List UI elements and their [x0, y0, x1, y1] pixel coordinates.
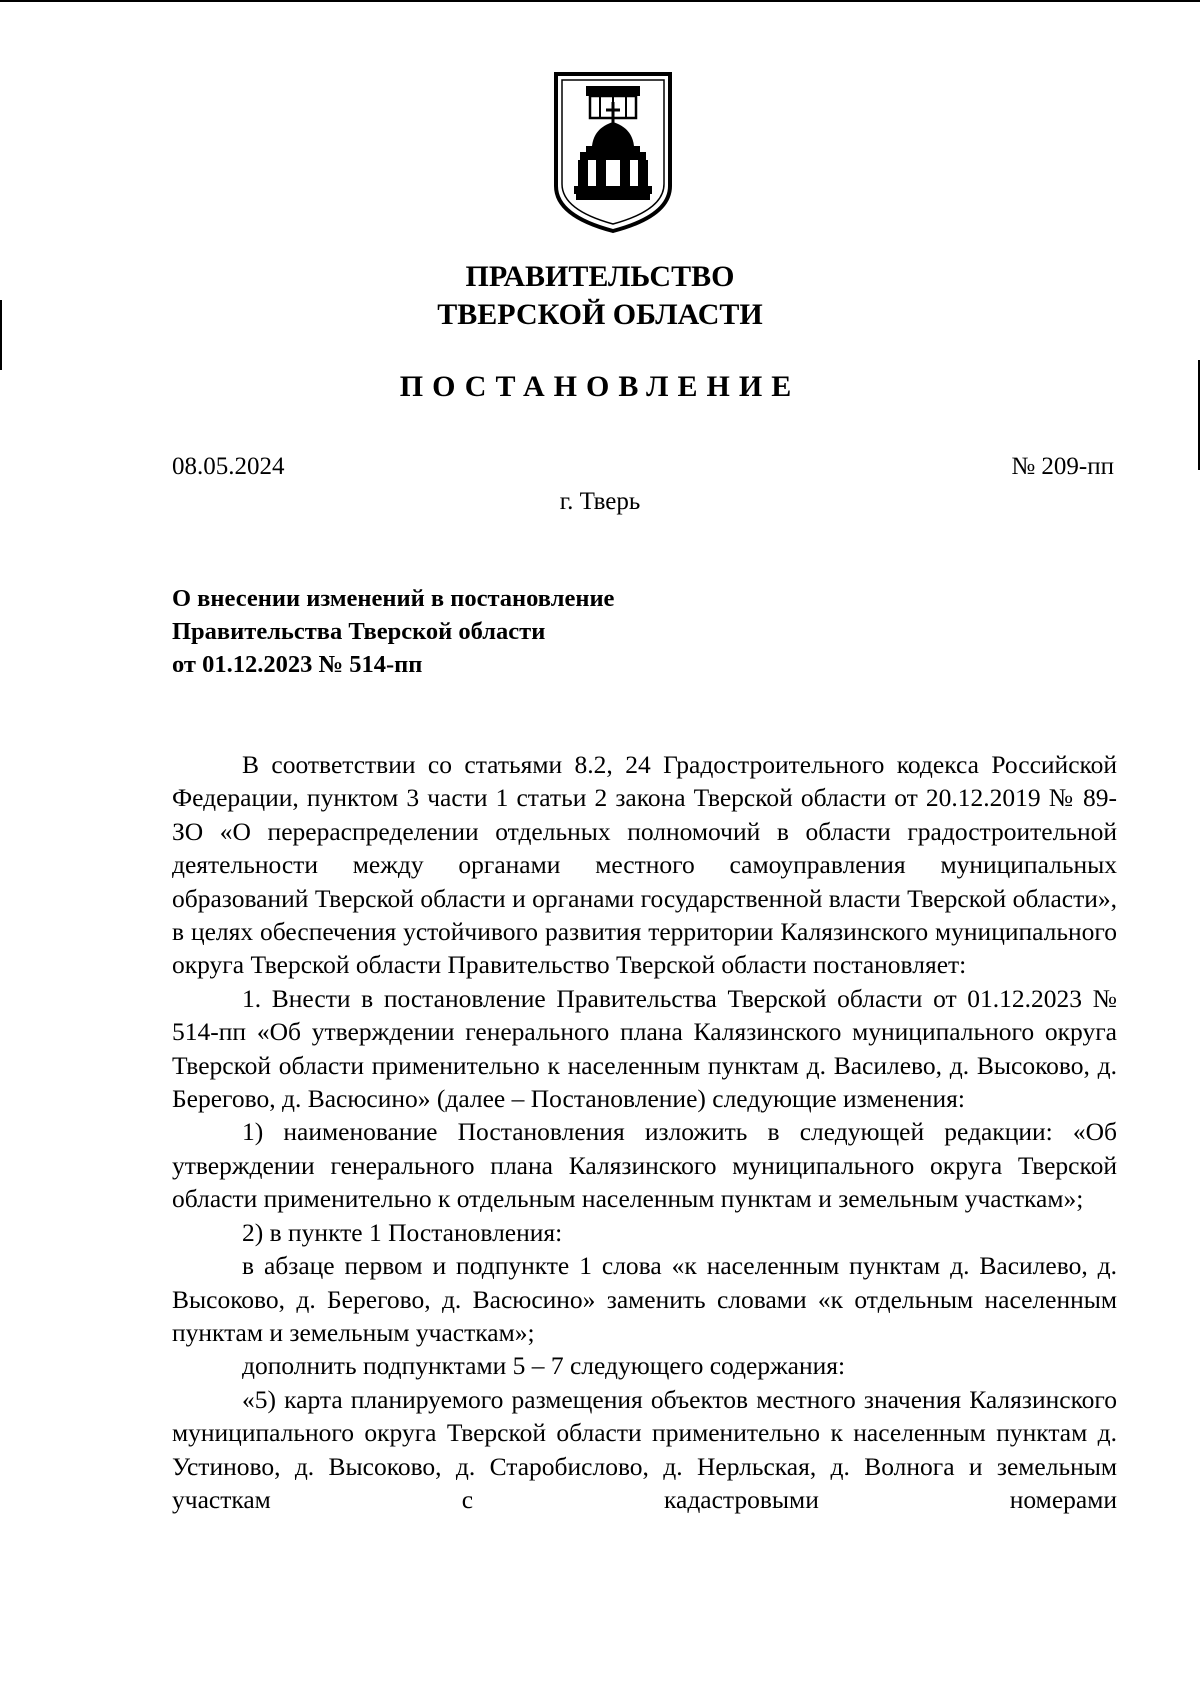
- subject-line1: О внесении изменений в постановление: [172, 585, 615, 612]
- government-title-line2: ТВЕРСКОЙ ОБЛАСТИ: [437, 298, 763, 331]
- scan-edge-top: [0, 0, 1200, 2]
- document-city: г. Тверь: [559, 488, 641, 515]
- document-number: № 209-пп: [1011, 453, 1114, 480]
- body-paragraph-subitem-1: 1) наименование Постановления изложить в следующей редакции: «Об утверждении генерального плана Калязинского муниципального округа Тверской области применительно к отдельным населенным пунктам и земельным участкам»;: [172, 1117, 1117, 1214]
- document-body: [172, 748, 1117, 1516]
- body-paragraph-subitem-5: «5) карта планируемого размещения объектов местного значения Калязинского муниципального округа Тверской области применительно к населенным пунктам д. Устиново, д. Высоково, д. Старобислово, д. Нерльская, д. Волнога и земельным участкам с кадастровыми номерами: [172, 1384, 1117, 1514]
- document-subject: [172, 582, 614, 681]
- document-date: 08.05.2024: [172, 453, 285, 480]
- subject-line3: от 01.12.2023 № 514-пп: [172, 651, 423, 678]
- body-paragraph-add-subitems: дополнить подпунктами 5 – 7 следующего содержания:: [242, 1351, 846, 1381]
- document-type-title: ПОСТАНОВЛЕНИЕ: [399, 370, 801, 403]
- body-paragraph-item-1: 1. Внести в постановление Правительства Тверской области от 01.12.2023 № 514-пп «Об утверждении генерального плана Калязинского муниципального округа Тверской области применительно к населенным пунктам д. Василево, д. Высоково, д. Берегово, д. Васюсино» (далее – Постановление) следующие изменения:: [172, 983, 1117, 1114]
- subject-line2: Правительства Тверской области: [172, 618, 546, 645]
- body-paragraph-preamble: В соответствии со статьями 8.2, 24 Градостроительного кодекса Российской Федерации, пунктом 3 части 1 статьи 2 закона Тверской области от 20.12.2019 № 89-ЗО «О перераспределении отдельных полномочий в области градостроительной деятельности между органами местного самоуправления муниципальных образований Тверской области и органами государственной власти Тверской области», в целях обеспечения устойчивого развития территории Калязинского муниципального округа Тверской области Правительство Тверской области постановляет:: [172, 750, 1117, 980]
- coat-of-arms-icon: [546, 66, 680, 236]
- body-paragraph-subitem-2: 2) в пункте 1 Постановления:: [242, 1217, 563, 1247]
- government-title-line1: ПРАВИТЕЛЬСТВО: [465, 260, 735, 293]
- body-paragraph-replace-words: в абзаце первом и подпункте 1 слова «к населенным пунктам д. Василево, д. Высоково, д. Берегово, д. Васюсино» заменить словами «к отдельным населенным пунктам и земельным участкам»;: [172, 1251, 1117, 1347]
